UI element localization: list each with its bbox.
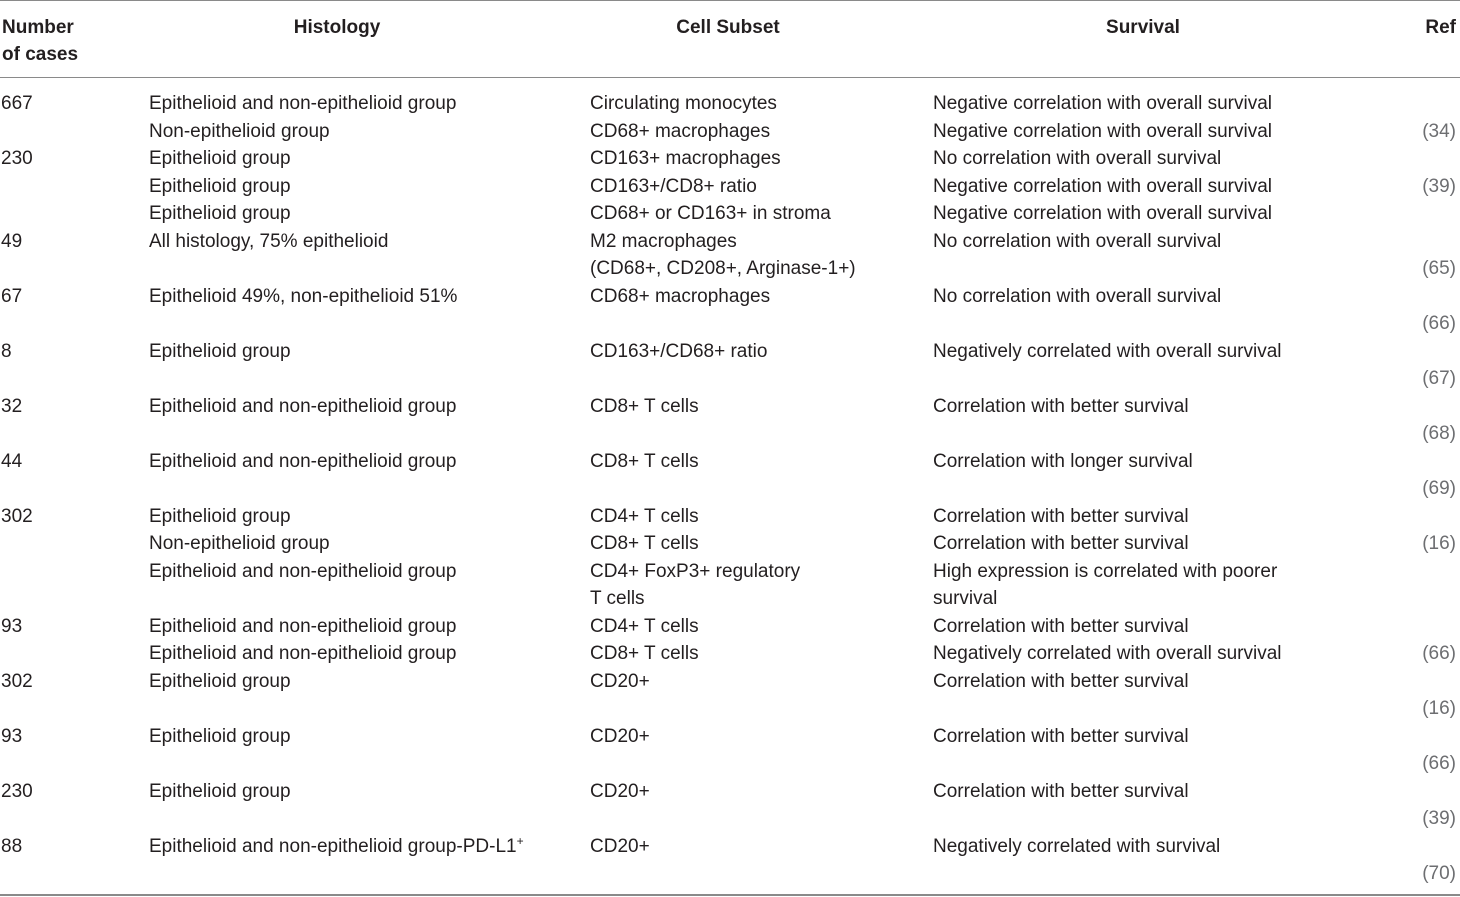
- cell-histology-text: Epithelioid group: [149, 670, 291, 692]
- cell-ref: [1422, 365, 1456, 393]
- cell-ref: [1422, 860, 1456, 888]
- cell-cell-subset: [590, 173, 757, 201]
- cell-survival: [933, 338, 1281, 366]
- cell-survival-text: Negatively correlated with survival: [933, 835, 1221, 857]
- cell-cell-subset: [590, 228, 737, 256]
- cell-survival: [933, 613, 1189, 641]
- cell-cases: [1, 145, 33, 173]
- cell-cases-text: 302: [1, 505, 33, 527]
- cell-ref-text: (68): [1422, 423, 1456, 444]
- cell-histology: [149, 118, 330, 146]
- cell-histology-text: Epithelioid group: [149, 780, 291, 802]
- cell-histology: [149, 283, 457, 311]
- cell-cases: [1, 833, 22, 861]
- cell-cell-subset-text: (CD68+, CD208+, Arginase-1+): [590, 258, 856, 279]
- cell-histology-text: Epithelioid and non-epithelioid group: [149, 93, 457, 114]
- cell-histology: [149, 228, 388, 256]
- cell-survival-text: Negative correlation with overall survival: [933, 175, 1272, 197]
- cell-survival-text: survival: [933, 588, 998, 609]
- cell-cell-subset-text: CD4+ FoxP3+ regulatory: [590, 560, 801, 582]
- cell-cell-subset: [590, 255, 856, 283]
- header-survival: Survival: [1106, 17, 1180, 38]
- cell-survival: [933, 530, 1189, 558]
- cell-histology: [149, 723, 291, 751]
- cell-cell-subset: [590, 393, 699, 421]
- cell-survival: [933, 200, 1272, 228]
- cell-cell-subset: [590, 558, 800, 586]
- cell-ref-text: (66): [1422, 643, 1456, 664]
- cell-cell-subset-text: CD8+ T cells: [590, 643, 699, 664]
- cell-histology-text: Epithelioid and non-epithelioid group: [149, 643, 457, 664]
- cell-cell-subset-text: CD20+: [590, 670, 650, 692]
- cell-cases: [1, 283, 22, 311]
- cell-cases: [1, 228, 22, 256]
- cell-histology-text: Non-epithelioid group: [149, 533, 330, 554]
- cell-ref: [1422, 173, 1456, 201]
- cell-ref-text: (67): [1422, 368, 1456, 389]
- cell-ref: [1422, 420, 1456, 448]
- cell-histology: [149, 145, 291, 173]
- cell-histology-text: Epithelioid group: [149, 203, 291, 224]
- cell-survival-text: No correlation with overall survival: [933, 230, 1222, 252]
- cell-ref-text: (34): [1422, 120, 1456, 142]
- cell-cases-text: 93: [1, 615, 23, 637]
- cell-histology: [149, 448, 456, 476]
- cell-cases-text: 8: [1, 340, 12, 362]
- cell-cases-text: 667: [1, 93, 33, 114]
- cell-histology: [149, 200, 291, 228]
- cell-histology: [149, 90, 456, 118]
- cell-cases-text: 49: [1, 230, 23, 252]
- cell-histology-text: Epithelioid and non-epithelioid group: [149, 560, 457, 582]
- cell-survival: [933, 393, 1189, 421]
- cell-survival-text: Correlation with longer survival: [933, 450, 1193, 472]
- cell-ref-text: (66): [1422, 753, 1456, 774]
- cell-histology-text: Epithelioid 49%, non-epithelioid 51%: [149, 285, 458, 307]
- cell-cell-subset: [590, 723, 650, 751]
- cell-cases: [1, 338, 12, 366]
- cell-survival-text: Correlation with better survival: [933, 533, 1189, 554]
- cell-survival: [933, 723, 1189, 751]
- cell-cell-subset-text: CD20+: [590, 780, 650, 802]
- cell-histology: [149, 778, 291, 806]
- cell-cell-subset: [590, 778, 650, 806]
- cell-survival-text: Negative correlation with overall survival: [933, 120, 1272, 142]
- cell-histology-text: Epithelioid group: [149, 505, 291, 527]
- cell-survival: [933, 145, 1221, 173]
- cell-ref-text: (39): [1422, 175, 1456, 197]
- cell-cell-subset-text: CD68+ or CD163+ in stroma: [590, 203, 831, 224]
- cell-cases: [1, 503, 33, 531]
- cell-cell-subset-text: CD68+ macrophages: [590, 285, 771, 307]
- cell-histology-text: Epithelioid and non-epithelioid group: [149, 615, 457, 637]
- cell-ref-text: (16): [1422, 698, 1456, 719]
- cell-ref-text: (70): [1422, 863, 1456, 884]
- cell-survival: [933, 173, 1272, 201]
- cell-histology: [149, 393, 456, 421]
- cell-histology: [149, 503, 291, 531]
- cell-cell-subset: [590, 585, 645, 613]
- cell-cases-text: 88: [1, 835, 23, 857]
- cell-histology-text: Epithelioid group: [149, 340, 291, 362]
- cell-survival: [933, 283, 1221, 311]
- cell-survival: [933, 668, 1189, 696]
- cell-cases: [1, 668, 33, 696]
- cell-cases-text: 302: [1, 670, 33, 692]
- cell-cell-subset-text: CD163+/CD68+ ratio: [590, 340, 768, 362]
- cell-cases: [1, 448, 22, 476]
- cell-survival-text: High expression is correlated with poorer: [933, 560, 1278, 582]
- cell-ref: [1422, 695, 1456, 723]
- cell-ref: [1422, 118, 1456, 146]
- cell-survival-text: Correlation with better survival: [933, 395, 1189, 417]
- cell-cell-subset: [590, 200, 831, 228]
- cell-ref-text: (39): [1422, 808, 1456, 829]
- cell-cell-subset: [590, 833, 650, 861]
- header-ref: Ref: [1425, 17, 1456, 38]
- cell-ref: [1422, 255, 1456, 283]
- cell-histology: [149, 173, 291, 201]
- cell-cell-subset-text: CD68+ macrophages: [590, 120, 771, 142]
- cell-cases-text: 32: [1, 395, 23, 417]
- cell-histology: [149, 338, 291, 366]
- header-histology: Histology: [293, 17, 381, 38]
- cell-ref: [1422, 805, 1456, 833]
- cell-cell-subset: [590, 448, 699, 476]
- cell-cell-subset-text: T cells: [590, 588, 645, 609]
- cell-survival: [933, 640, 1281, 668]
- cell-cases: [1, 613, 22, 641]
- cell-cases: [1, 90, 33, 118]
- cell-cell-subset: [590, 283, 770, 311]
- cell-histology-text: Epithelioid group: [149, 175, 291, 197]
- cell-cell-subset-text: CD163+ macrophages: [590, 148, 781, 169]
- cell-ref-text: (16): [1422, 533, 1456, 554]
- cell-cases: [1, 723, 22, 751]
- cell-histology-text: Epithelioid and non-epithelioid group: [149, 450, 457, 472]
- table-header: [0, 0, 1460, 77]
- cell-histology-text: Epithelioid and non-epithelioid group-PD-L1: [149, 835, 517, 857]
- header-cell-subset: Cell Subset: [676, 17, 780, 38]
- cell-cell-subset-text: CD4+ T cells: [590, 615, 699, 637]
- cell-ref: [1422, 640, 1456, 668]
- cell-histology-text: Epithelioid and non-epithelioid group: [149, 395, 457, 417]
- cell-histology-text: Epithelioid group: [149, 148, 291, 169]
- cell-survival-text: No correlation with overall survival: [933, 148, 1222, 169]
- cell-cases-text: 230: [1, 148, 33, 169]
- cell-ref: [1422, 310, 1456, 338]
- cell-histology: [149, 668, 291, 696]
- cell-survival-text: Correlation with better survival: [933, 615, 1189, 637]
- cell-histology: [149, 833, 524, 861]
- cell-survival-text: Negative correlation with overall survival: [933, 93, 1272, 114]
- cell-cell-subset: [590, 338, 767, 366]
- cell-survival: [933, 778, 1189, 806]
- cell-cell-subset-text: CD8+ T cells: [590, 395, 699, 417]
- cell-histology: [149, 530, 330, 558]
- cell-cell-subset-text: CD163+/CD8+ ratio: [590, 175, 757, 197]
- cell-histology-text: Epithelioid group: [149, 725, 291, 747]
- cell-cell-subset-text: CD8+ T cells: [590, 450, 699, 472]
- cell-survival: [933, 833, 1220, 861]
- cell-cases-text: 230: [1, 780, 33, 802]
- cell-ref: [1422, 750, 1456, 778]
- cell-cell-subset: [590, 90, 777, 118]
- cell-cell-subset-text: Circulating monocytes: [590, 93, 777, 114]
- cell-histology: [149, 558, 456, 586]
- cell-survival-text: Correlation with better survival: [933, 725, 1189, 747]
- cell-survival: [933, 585, 997, 613]
- header-number-of-cases: [2, 14, 122, 68]
- cell-cell-subset-text: CD8+ T cells: [590, 533, 699, 554]
- cell-survival: [933, 448, 1193, 476]
- cell-survival-text: Correlation with better survival: [933, 670, 1189, 692]
- cell-cell-subset: [590, 145, 781, 173]
- cell-cell-subset: [590, 118, 770, 146]
- cell-cell-subset-text: CD20+: [590, 725, 650, 747]
- cell-survival-text: Correlation with better survival: [933, 505, 1189, 527]
- table-bottom-rule: [0, 894, 1460, 896]
- cell-ref-text: (66): [1422, 313, 1456, 334]
- cell-ref: [1422, 530, 1456, 558]
- cell-histology-text: Non-epithelioid group: [149, 120, 330, 142]
- cell-cell-subset-text: CD4+ T cells: [590, 505, 699, 527]
- cell-ref-text: (69): [1422, 478, 1456, 499]
- header-rule: [0, 77, 1460, 78]
- cell-cell-subset: [590, 668, 650, 696]
- cell-survival-text: Correlation with better survival: [933, 780, 1189, 802]
- cell-histology: [149, 640, 456, 668]
- cell-survival-text: Negative correlation with overall survival: [933, 203, 1272, 224]
- header-cases-line2: of cases: [2, 44, 79, 65]
- cell-cases: [1, 393, 22, 421]
- cell-cell-subset: [590, 613, 699, 641]
- cell-survival-text: Negatively correlated with overall survival: [933, 643, 1282, 664]
- cell-cell-subset-text: CD20+: [590, 835, 650, 857]
- cell-cell-subset: [590, 530, 699, 558]
- cell-cases-text: 93: [1, 725, 23, 747]
- cell-cases: [1, 778, 33, 806]
- cell-ref: [1422, 475, 1456, 503]
- cell-cell-subset-text: M2 macrophages: [590, 230, 737, 252]
- cell-survival: [933, 503, 1189, 531]
- cell-survival: [933, 558, 1277, 586]
- cell-ref-text: (65): [1422, 258, 1456, 279]
- cell-cases-text: 44: [1, 450, 23, 472]
- header-cases-line1: Number: [2, 17, 74, 38]
- cell-cell-subset: [590, 640, 699, 668]
- cell-survival-text: Negatively correlated with overall survival: [933, 340, 1282, 362]
- cell-survival: [933, 90, 1272, 118]
- cell-cell-subset: [590, 503, 699, 531]
- cell-cases-text: 67: [1, 285, 23, 307]
- cell-survival-text: No correlation with overall survival: [933, 285, 1222, 307]
- cell-histology-text: All histology, 75% epithelioid: [149, 230, 389, 252]
- superscript-mark: +: [516, 833, 524, 848]
- cell-histology: [149, 613, 456, 641]
- cell-survival: [933, 118, 1272, 146]
- cell-survival: [933, 228, 1221, 256]
